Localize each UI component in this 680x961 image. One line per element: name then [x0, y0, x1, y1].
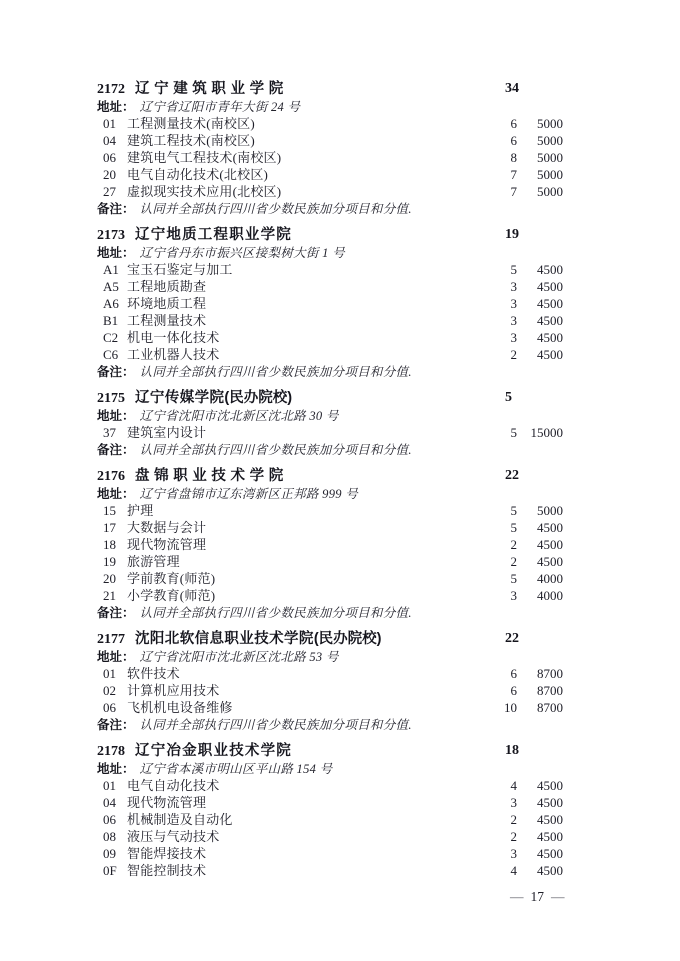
major-row [97, 166, 563, 183]
tuition-fee: 4500 [537, 554, 563, 569]
plan-count: 5 [510, 571, 517, 586]
college-name: 沈阳北软信息职业技术学院 [135, 631, 314, 647]
major-code: 20 [103, 167, 116, 182]
address-label: 地址： [97, 246, 135, 260]
address-label: 地址： [97, 487, 135, 501]
remark-label: 备注： [97, 718, 135, 732]
plan-count: 3 [510, 279, 517, 294]
remark-value: 认同并全部执行四川省少数民族加分项目和分值. [139, 365, 412, 379]
plan-count: 3 [510, 795, 517, 810]
major-rows [97, 777, 563, 879]
major-code: 08 [103, 829, 116, 844]
major-code: C2 [103, 330, 119, 345]
major-row [97, 699, 563, 716]
plan-count: 2 [510, 347, 517, 362]
remark-line [97, 200, 563, 217]
plan-count: 6 [510, 666, 517, 681]
tuition-fee: 4500 [537, 829, 563, 844]
college-section [97, 389, 563, 458]
college-section [97, 80, 563, 217]
major-name: 现代物流管理 [127, 537, 207, 552]
college-name: 盘锦职业技术学院 [135, 468, 288, 484]
address-line [97, 485, 563, 502]
major-row [97, 132, 563, 149]
major-rows [97, 665, 563, 716]
plan-count: 3 [510, 313, 517, 328]
college-name: 辽宁冶金职业技术学院 [135, 743, 292, 759]
tuition-fee: 4500 [537, 778, 563, 793]
major-code: 02 [103, 683, 116, 698]
tuition-fee: 4000 [537, 588, 563, 603]
plan-count: 8 [510, 150, 517, 165]
major-code: A1 [103, 262, 119, 277]
remark-line [97, 716, 563, 733]
college-section [97, 226, 563, 380]
plan-count: 5 [510, 520, 517, 535]
major-code: A6 [103, 296, 119, 311]
major-code: 15 [103, 503, 116, 518]
major-row [97, 261, 563, 278]
major-row [97, 682, 563, 699]
tuition-fee: 4500 [537, 313, 563, 328]
tuition-fee: 8700 [537, 700, 563, 715]
remark-value: 认同并全部执行四川省少数民族加分项目和分值. [139, 202, 412, 216]
tuition-fee: 4500 [537, 279, 563, 294]
college-header [97, 467, 563, 485]
major-row [97, 149, 563, 166]
plan-count: 3 [510, 330, 517, 345]
tuition-fee: 4500 [537, 863, 563, 878]
major-row [97, 536, 563, 553]
remark-value: 认同并全部执行四川省少数民族加分项目和分值. [139, 606, 412, 620]
major-code: 01 [103, 666, 116, 681]
major-row [97, 811, 563, 828]
college-header [97, 389, 563, 407]
tuition-fee: 5000 [537, 116, 563, 131]
plan-count: 7 [510, 167, 517, 182]
major-name: 计算机应用技术 [127, 683, 220, 698]
address-value: 辽宁省本溪市明山区平山路 154 号 [139, 762, 333, 776]
college-total-plan: 22 [505, 468, 519, 483]
college-header [97, 226, 563, 244]
tuition-fee: 5000 [537, 167, 563, 182]
major-name: 旅游管理 [127, 554, 180, 569]
major-name: 护理 [127, 503, 154, 518]
college-code: 2177 [97, 632, 125, 647]
major-code: 18 [103, 537, 116, 552]
college-total-plan: 5 [505, 390, 512, 405]
major-name: 电气自动化技术 [127, 778, 220, 793]
page-number [510, 889, 565, 905]
plan-count: 6 [510, 683, 517, 698]
plan-count: 5 [510, 262, 517, 277]
college-name: 辽宁建筑职业学院 [135, 81, 288, 97]
tuition-fee: 8700 [537, 666, 563, 681]
address-value: 辽宁省沈阳市沈北新区沈北路 30 号 [139, 409, 339, 423]
remark-value: 认同并全部执行四川省少数民族加分项目和分值. [139, 443, 412, 457]
major-name: 学前教育(师范) [127, 571, 216, 586]
plan-count: 4 [510, 778, 517, 793]
major-code: 01 [103, 778, 116, 793]
remark-line [97, 604, 563, 621]
major-name: 飞机机电设备维修 [127, 700, 233, 715]
plan-count: 3 [510, 846, 517, 861]
college-code: 2176 [97, 469, 125, 484]
remark-label: 备注： [97, 443, 135, 457]
major-row [97, 295, 563, 312]
major-name: 智能焊接技术 [127, 846, 207, 861]
major-row [97, 570, 563, 587]
major-row [97, 862, 563, 879]
tuition-fee: 4500 [537, 846, 563, 861]
address-value: 辽宁省盘锦市辽东湾新区正邦路 999 号 [139, 487, 359, 501]
address-line [97, 760, 563, 777]
major-name: 建筑室内设计 [127, 425, 207, 440]
major-name: 液压与气动技术 [127, 829, 220, 844]
tuition-fee: 5000 [537, 184, 563, 199]
major-row [97, 665, 563, 682]
college-total-plan: 18 [505, 743, 519, 758]
major-row [97, 278, 563, 295]
major-row [97, 828, 563, 845]
major-name: 现代物流管理 [127, 795, 207, 810]
plan-count: 2 [510, 554, 517, 569]
major-code: 19 [103, 554, 116, 569]
major-name: 工程地质勘查 [127, 279, 207, 294]
major-name: 工业机器人技术 [127, 347, 220, 362]
tuition-fee: 4000 [537, 571, 563, 586]
major-code: C6 [103, 347, 119, 362]
college-total-plan: 22 [505, 631, 519, 646]
address-label: 地址： [97, 100, 135, 114]
major-name: 大数据与会计 [127, 520, 207, 535]
major-name: 宝玉石鉴定与加工 [127, 262, 233, 277]
major-name: 环境地质工程 [127, 296, 207, 311]
college-header [97, 630, 563, 648]
tuition-fee: 4500 [537, 347, 563, 362]
major-code: 06 [103, 812, 116, 827]
address-line [97, 407, 563, 424]
plan-count: 2 [510, 537, 517, 552]
college-name: 辽宁传媒学院 [135, 390, 225, 406]
major-row [97, 312, 563, 329]
tuition-fee: 5000 [537, 503, 563, 518]
plan-count: 6 [510, 133, 517, 148]
major-code: 04 [103, 133, 116, 148]
college-section [97, 630, 563, 733]
footer-page-number: 17 [530, 889, 544, 904]
major-row [97, 553, 563, 570]
major-code: 17 [103, 520, 116, 535]
address-line [97, 648, 563, 665]
major-code: 27 [103, 184, 116, 199]
plan-count: 5 [510, 503, 517, 518]
tuition-fee: 4500 [537, 296, 563, 311]
major-name: 软件技术 [127, 666, 180, 681]
tuition-fee: 15000 [530, 425, 563, 440]
remark-label: 备注： [97, 365, 135, 379]
plan-count: 7 [510, 184, 517, 199]
major-row [97, 845, 563, 862]
major-row [97, 502, 563, 519]
address-label: 地址： [97, 650, 135, 664]
college-name: 辽宁地质工程职业学院 [135, 227, 292, 243]
college-total-plan: 34 [505, 81, 519, 96]
major-row [97, 587, 563, 604]
remark-value: 认同并全部执行四川省少数民族加分项目和分值. [139, 718, 412, 732]
footer-left-dash: — [510, 889, 524, 904]
college-header [97, 80, 563, 98]
address-line [97, 98, 563, 115]
major-rows [97, 261, 563, 363]
remark-line [97, 441, 563, 458]
major-code: 09 [103, 846, 116, 861]
address-label: 地址： [97, 762, 135, 776]
major-name: 建筑电气工程技术(南校区) [127, 150, 282, 165]
major-name: 电气自动化技术(北校区) [127, 167, 269, 182]
tuition-fee: 4500 [537, 795, 563, 810]
tuition-fee: 4500 [537, 812, 563, 827]
tuition-fee: 5000 [537, 150, 563, 165]
plan-count: 3 [510, 588, 517, 603]
plan-count: 4 [510, 863, 517, 878]
remark-label: 备注： [97, 202, 135, 216]
major-name: 机械制造及自动化 [127, 812, 233, 827]
major-code: 20 [103, 571, 116, 586]
major-rows [97, 424, 563, 441]
major-row [97, 346, 563, 363]
plan-count: 6 [510, 116, 517, 131]
plan-count: 5 [510, 425, 517, 440]
major-rows [97, 502, 563, 604]
address-label: 地址： [97, 409, 135, 423]
address-value: 辽宁省沈阳市沈北新区沈北路 53 号 [139, 650, 339, 664]
college-code: 2172 [97, 82, 125, 97]
sections [97, 80, 563, 888]
major-name: 工程测量技术 [127, 313, 207, 328]
major-rows [97, 115, 563, 200]
tuition-fee: 4500 [537, 262, 563, 277]
major-code: 01 [103, 116, 116, 131]
college-code: 2178 [97, 744, 125, 759]
tuition-fee: 4500 [537, 520, 563, 535]
tuition-fee: 4500 [537, 330, 563, 345]
college-name-suffix: (民办院校) [313, 631, 382, 647]
major-row [97, 115, 563, 132]
plan-count: 2 [510, 829, 517, 844]
major-code: B1 [103, 313, 119, 328]
major-row [97, 519, 563, 536]
major-code: 21 [103, 588, 116, 603]
major-code: 06 [103, 150, 116, 165]
plan-count: 10 [504, 700, 517, 715]
college-name-suffix: (民办院校) [224, 390, 293, 406]
major-row [97, 329, 563, 346]
major-name: 建筑工程技术(南校区) [127, 133, 255, 148]
college-section [97, 467, 563, 621]
major-row [97, 777, 563, 794]
college-code: 2173 [97, 228, 125, 243]
address-value: 辽宁省丹东市振兴区接梨树大街 1 号 [139, 246, 345, 260]
major-code: 37 [103, 425, 116, 440]
tuition-fee: 5000 [537, 133, 563, 148]
major-name: 工程测量技术(南校区) [127, 116, 255, 131]
major-row [97, 794, 563, 811]
major-row [97, 424, 563, 441]
plan-count: 2 [510, 812, 517, 827]
remark-line [97, 363, 563, 380]
college-section [97, 742, 563, 879]
major-code: 0F [103, 863, 117, 878]
address-line [97, 244, 563, 261]
major-code: A5 [103, 279, 119, 294]
major-code: 04 [103, 795, 116, 810]
tuition-fee: 4500 [537, 537, 563, 552]
major-name: 智能控制技术 [127, 863, 207, 878]
college-header [97, 742, 563, 760]
major-code: 06 [103, 700, 116, 715]
major-name: 虚拟现实技术应用(北校区) [127, 184, 282, 199]
tuition-fee: 8700 [537, 683, 563, 698]
plan-count: 3 [510, 296, 517, 311]
major-row [97, 183, 563, 200]
remark-label: 备注： [97, 606, 135, 620]
footer-right-dash: — [551, 889, 565, 904]
major-name: 小学教育(师范) [127, 588, 216, 603]
college-code: 2175 [97, 391, 125, 406]
college-total-plan: 19 [505, 227, 519, 242]
address-value: 辽宁省辽阳市青年大街 24 号 [139, 100, 301, 114]
major-name: 机电一体化技术 [127, 330, 220, 345]
